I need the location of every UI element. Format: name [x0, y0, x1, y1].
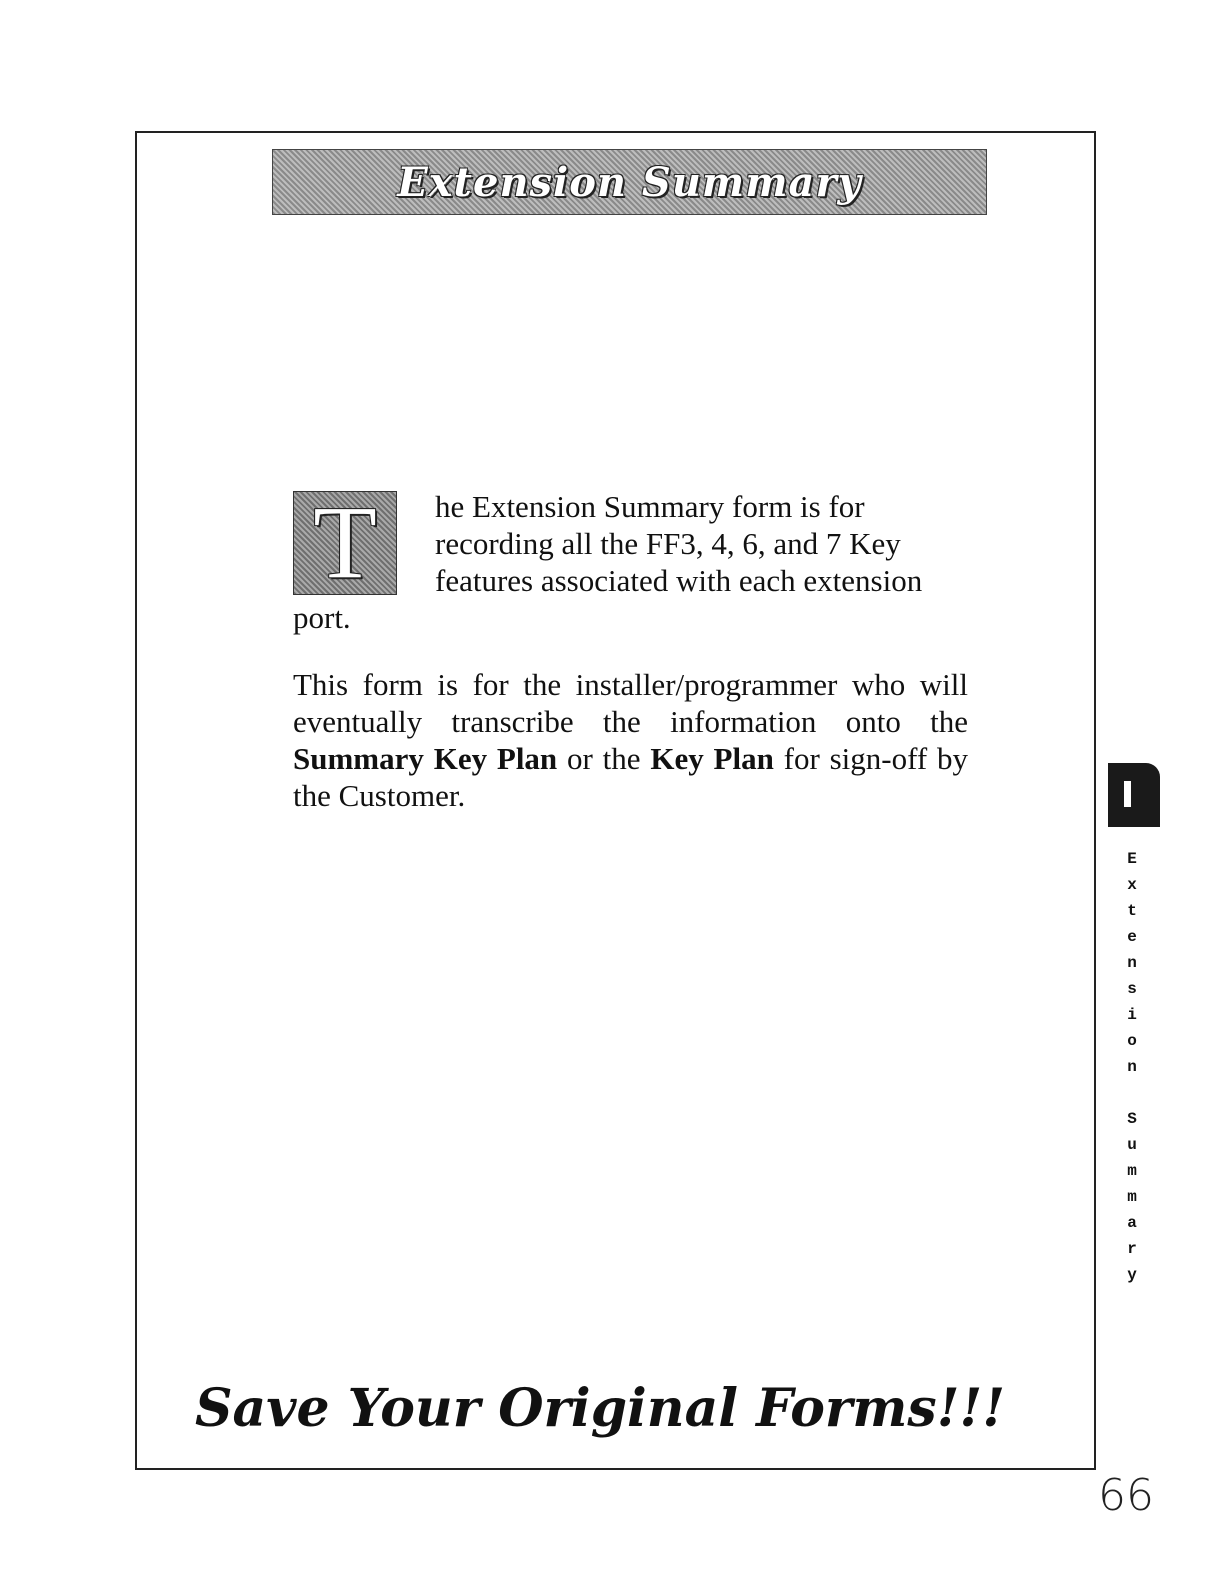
page-number: 66 — [1098, 1470, 1154, 1521]
side-tab-letter: n — [1127, 1058, 1137, 1076]
side-tab-letter: u — [1127, 1136, 1137, 1154]
key-plan-term: Key Plan — [650, 741, 774, 776]
side-tab-letter: x — [1127, 876, 1137, 894]
side-tab-label — [1120, 846, 1144, 1288]
side-tab-letter: a — [1127, 1214, 1137, 1232]
intro-paragraph: T he Extension Summary form is for recording all the FF3, 4, 6, and 7 Key features associated with each extension port. — [293, 485, 923, 635]
side-tab-letter: e — [1127, 928, 1137, 946]
page-title: Extension Summary — [397, 158, 862, 206]
side-tab-letter: m — [1127, 1162, 1137, 1180]
side-tab-letter: m — [1127, 1188, 1137, 1206]
summary-key-plan-term: Summary Key Plan — [293, 741, 558, 776]
side-tab-letter: y — [1127, 1266, 1137, 1284]
title-banner — [272, 149, 987, 215]
side-tab-letter: t — [1127, 902, 1137, 920]
side-tab-letter: i — [1127, 1006, 1137, 1024]
section-tab-marker — [1108, 763, 1160, 827]
side-tab-letter: o — [1127, 1032, 1137, 1050]
side-tab-letter — [1120, 1080, 1144, 1106]
dropcap: T — [293, 491, 397, 595]
usage-paragraph: This form is for the installer/programmer who will eventually transcribe the information onto the Summary Key Plan or the Key Plan for sign-off by the Customer. — [293, 667, 968, 813]
side-tab-letter: n — [1127, 954, 1137, 972]
side-tab-letter: S — [1127, 1110, 1137, 1128]
body-text — [293, 485, 968, 814]
side-tab-letter: E — [1127, 850, 1137, 868]
side-tab-letter: r — [1127, 1240, 1137, 1258]
save-forms-note: Save Your Original Forms!!! — [195, 1378, 1006, 1439]
side-tab-letter: s — [1127, 980, 1137, 998]
